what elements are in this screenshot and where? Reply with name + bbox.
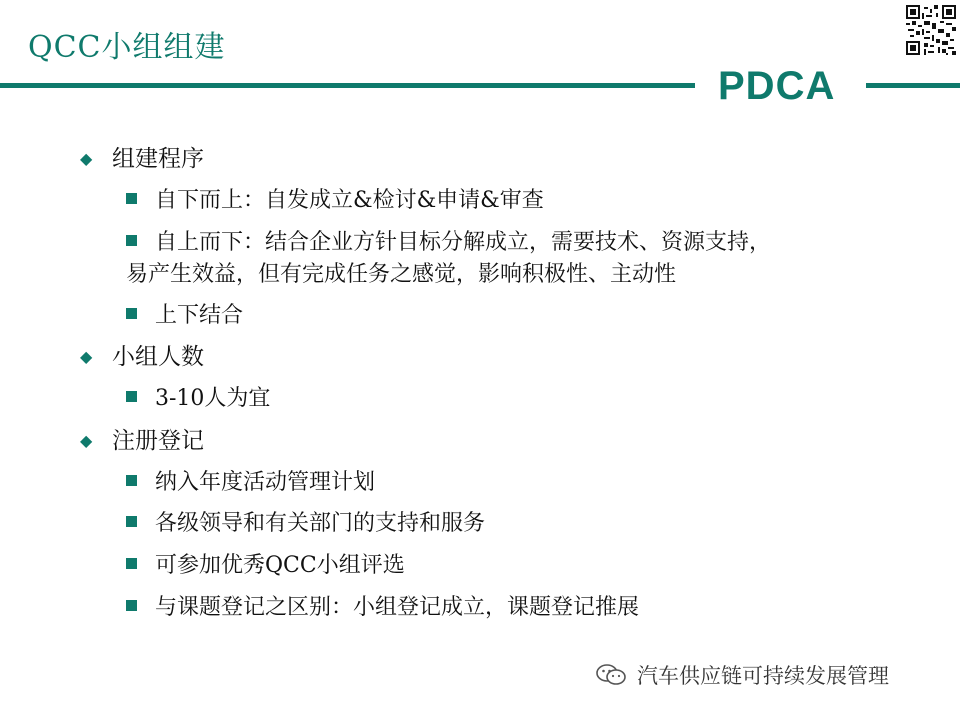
section-heading: ◆ 注册登记 [80, 425, 204, 457]
square-bullet-icon [126, 235, 137, 246]
square-bullet-icon [126, 308, 137, 319]
list-item: 上下结合 [126, 300, 906, 332]
square-bullet-icon [126, 193, 137, 204]
list-item: 3-10人为宜 [126, 383, 906, 415]
diamond-bullet-icon: ◆ [80, 149, 93, 168]
footer-watermark [595, 660, 889, 690]
section-heading: ◆ 组建程序 [80, 143, 204, 175]
list-item: 可参加优秀QCC小组评选 [126, 550, 906, 582]
list-item: 纳入年度活动管理计划 [126, 467, 906, 499]
list-item-continuation: 易产生效益，但有完成任务之感觉，影响积极性、主动性 [126, 262, 677, 287]
footer-text: 汽车供应链可持续发展管理 [637, 664, 889, 688]
list-item: 自下而上：自发成立&检讨&申请&审查 [126, 185, 906, 217]
wechat-icon [595, 662, 627, 688]
pdca-brand: PDCA [718, 64, 836, 108]
list-item: 各级领导和有关部门的支持和服务 [126, 508, 906, 540]
square-bullet-icon [126, 600, 137, 611]
square-bullet-icon [126, 475, 137, 486]
section-heading: ◆ 小组人数 [80, 341, 204, 373]
slide-title: QCC小组组建 [28, 30, 226, 65]
square-bullet-icon [126, 558, 137, 569]
list-item: 与课题登记之区别：小组登记成立，课题登记推展 [126, 592, 906, 624]
diamond-bullet-icon: ◆ [80, 431, 93, 450]
list-item: 自上而下：结合企业方针目标分解成立，需要技术、资源支持， [126, 227, 906, 259]
square-bullet-icon [126, 516, 137, 527]
diamond-bullet-icon: ◆ [80, 347, 93, 366]
square-bullet-icon [126, 391, 137, 402]
